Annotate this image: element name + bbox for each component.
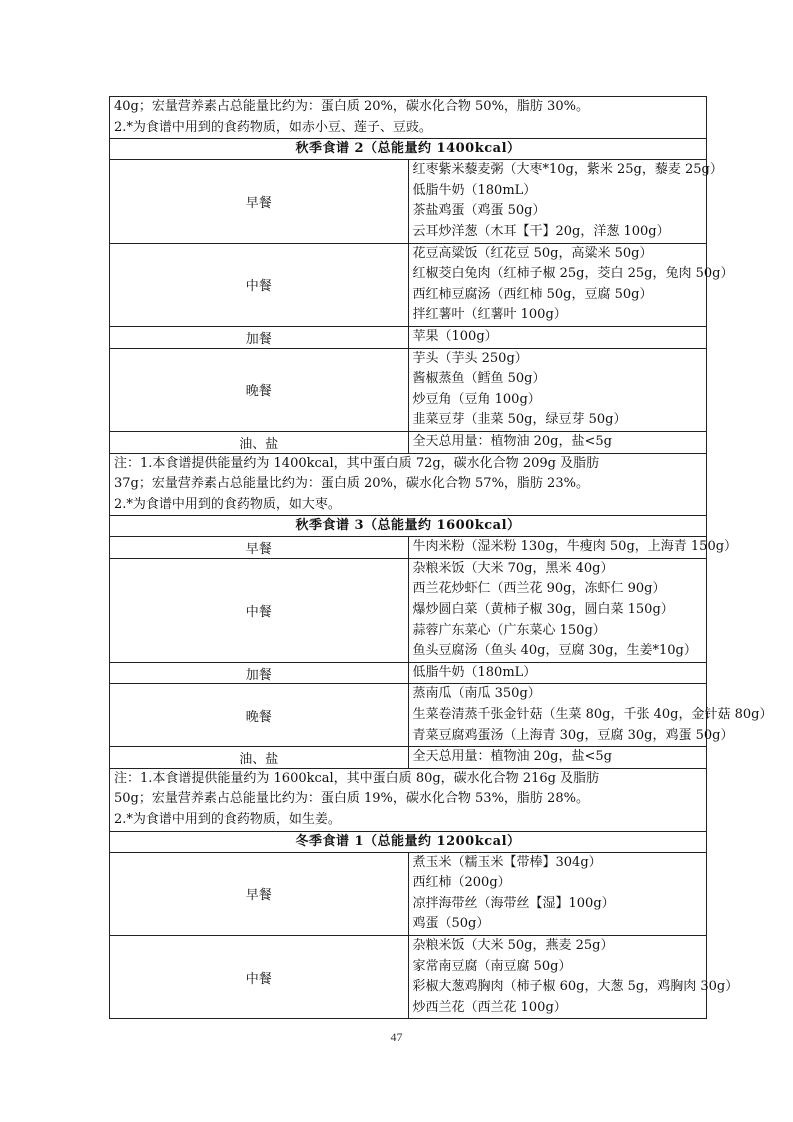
dish-item: 低脂牛奶（180mL） — [412, 664, 537, 680]
meal-row — [110, 243, 707, 326]
note-line: 注：1.本食谱提供能量约为 1400kcal，其中蛋白质 72g，碳水化合物 209g 及脂肪 — [114, 455, 600, 471]
meal-row — [110, 684, 707, 747]
meal-name: 油、盐 — [110, 747, 409, 769]
dish-item: 低脂牛奶（180mL） — [412, 182, 537, 198]
meal-name: 早餐 — [110, 537, 409, 559]
dish-item: 花豆高粱饭（红花豆 50g，高粱米 50g） — [412, 245, 653, 261]
meal-name: 早餐 — [110, 852, 409, 935]
dish-item: 茶盐鸡蛋（鸡蛋 50g） — [412, 203, 546, 219]
menu-title: 冬季食谱 1（总能量约 1200kcal） — [110, 831, 707, 852]
meal-items — [408, 326, 707, 348]
dish-item: 蒜蓉广东菜心（广东菜心 150g） — [412, 622, 606, 638]
dish-item: 凉拌海带丝（海带丝【湿】100g） — [412, 895, 615, 911]
dish-item: 拌红薯叶（红薯叶 100g） — [412, 307, 567, 323]
dish-item: 西兰花炒虾仁（西兰花 90g，冻虾仁 90g） — [412, 581, 666, 597]
meal-row — [110, 747, 707, 769]
dish-item: 彩椒大葱鸡胸肉（柿子椒 60g，大葱 5g，鸡胸肉 30g） — [412, 979, 739, 995]
meal-row — [110, 935, 707, 1018]
meal-name: 中餐 — [110, 243, 409, 326]
meal-items — [408, 684, 773, 747]
dish-item: 酱椒蒸鱼（鳕鱼 50g） — [412, 371, 546, 387]
dish-item: 杂粮米饭（大米 50g，燕麦 25g） — [412, 937, 614, 953]
dish-item: 青菜豆腐鸡蛋汤（上海青 30g，豆腐 30g，鸡蛋 50g） — [412, 727, 734, 743]
dish-item: 蒸南瓜（南瓜 350g） — [412, 686, 541, 702]
meal-row — [110, 326, 707, 348]
meal-name: 晚餐 — [110, 348, 409, 431]
meal-items — [408, 935, 739, 1018]
meal-items — [408, 537, 738, 559]
meal-row — [110, 662, 707, 684]
meal-row — [110, 852, 707, 935]
dish-item: 生菜卷清蒸千张金针菇（生菜 80g，千张 40g，金针菇 80g） — [412, 707, 773, 723]
menu-title: 秋季食谱 3（总能量约 1600kcal） — [110, 516, 707, 537]
note-cell — [110, 453, 707, 516]
meal-name: 油、盐 — [110, 431, 409, 453]
meal-row — [110, 348, 707, 431]
meal-items — [408, 558, 707, 662]
menu-title-row — [110, 831, 707, 852]
note-cell — [110, 768, 707, 831]
note-line: 50g；宏量营养素占总能量比约为：蛋白质 19%，碳水化合物 53%，脂肪 28%。 — [114, 791, 589, 807]
dish-item: 煮玉米（糯玉米【带棒】304g） — [412, 854, 602, 870]
meal-items — [408, 662, 707, 684]
dish-item: 炒豆角（豆角 100g） — [412, 391, 541, 407]
note-row — [110, 768, 707, 831]
dish-item: 全天总用量：植物油 20g，盐<5g — [412, 749, 612, 765]
note-row — [110, 97, 707, 139]
meal-items — [408, 431, 707, 453]
dish-item: 苹果（100g） — [412, 328, 498, 344]
meal-row — [110, 160, 707, 243]
dish-item: 杂粮米饭（大米 70g，黑米 40g） — [412, 560, 614, 576]
note-line: 2.*为食谱中用到的食药物质，如赤小豆、莲子、豆豉。 — [114, 119, 432, 135]
menu-title-row — [110, 139, 707, 160]
dish-item: 韭菜豆芽（韭菜 50g，绿豆芽 50g） — [412, 412, 627, 428]
meal-items — [408, 852, 707, 935]
meal-row — [110, 537, 707, 559]
note-line: 37g；宏量营养素占总能量比约为：蛋白质 20%，碳水化合物 57%，脂肪 23%。 — [114, 476, 589, 492]
menu-title: 秋季食谱 2（总能量约 1400kcal） — [110, 139, 707, 160]
note-line: 40g；宏量营养素占总能量比约为：蛋白质 20%，碳水化合物 50%，脂肪 30%。 — [114, 99, 589, 114]
meal-row — [110, 558, 707, 662]
meal-name: 加餐 — [110, 326, 409, 348]
dish-item: 芋头（芋头 250g） — [412, 350, 528, 366]
note-cell — [110, 97, 707, 139]
meal-name: 中餐 — [110, 935, 409, 1018]
meal-name: 晚餐 — [110, 684, 409, 747]
meal-items — [408, 160, 723, 243]
dish-item: 红枣紫米藜麦粥（大枣*10g，紫米 25g，藜麦 25g） — [412, 162, 723, 178]
dish-item: 全天总用量：植物油 20g，盐<5g — [412, 433, 612, 449]
note-line: 2.*为食谱中用到的食药物质，如生姜。 — [114, 812, 341, 827]
dish-item: 鱼头豆腐汤（鱼头 40g，豆腐 30g，生姜*10g） — [412, 643, 697, 659]
meal-name: 加餐 — [110, 662, 409, 684]
dish-item: 红椒茭白兔肉（红柿子椒 25g，茭白 25g，兔肉 50g） — [412, 266, 734, 282]
dish-item: 鸡蛋（50g） — [412, 916, 490, 932]
recipe-table-body — [110, 97, 773, 1019]
dish-item: 爆炒圆白菜（黄柿子椒 30g，圆白菜 150g） — [412, 602, 674, 618]
note-line: 2.*为食谱中用到的食药物质，如大枣。 — [114, 496, 341, 512]
meal-items — [408, 747, 707, 769]
meal-items — [408, 348, 707, 431]
dish-item: 牛肉米粉（湿米粉 130g，牛瘦肉 50g，上海青 150g） — [412, 539, 738, 555]
meal-name: 中餐 — [110, 558, 409, 662]
dish-item: 家常南豆腐（南豆腐 50g） — [412, 958, 572, 974]
dish-item: 西红柿豆腐汤（西红柿 50g，豆腐 50g） — [412, 286, 653, 302]
meal-row — [110, 431, 707, 453]
note-row — [110, 453, 707, 516]
dish-item: 云耳炒洋葱（木耳【干】20g，洋葱 100g） — [412, 223, 670, 239]
dish-item: 西红柿（200g） — [412, 875, 511, 891]
menu-title-row — [110, 516, 707, 537]
page-number: 47 — [390, 1030, 403, 1044]
meal-items — [408, 243, 734, 326]
note-line: 注：1.本食谱提供能量约为 1600kcal，其中蛋白质 80g，碳水化合物 216g 及脂肪 — [114, 770, 600, 786]
dish-item: 炒西兰花（西兰花 100g） — [412, 999, 567, 1015]
meal-name: 早餐 — [110, 160, 409, 243]
recipe-table — [109, 96, 773, 1019]
